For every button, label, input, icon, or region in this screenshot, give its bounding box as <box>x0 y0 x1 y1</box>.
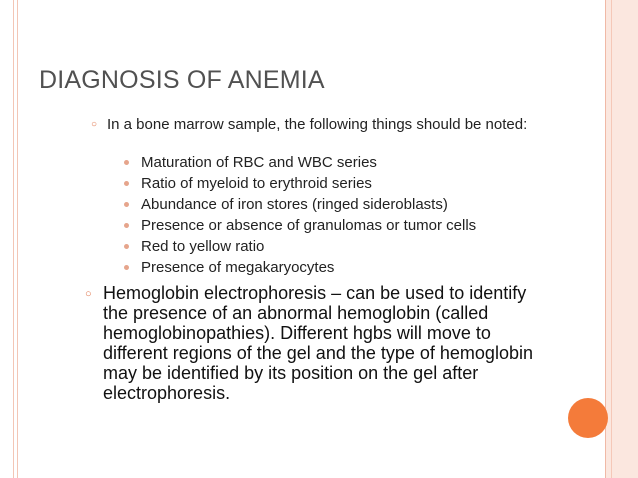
dot-bullet-icon <box>124 181 129 186</box>
subbullet-item <box>141 237 264 256</box>
subbullet-item <box>141 258 334 277</box>
dot-bullet-icon <box>124 223 129 228</box>
hollow-circle-bullet-icon: ○ <box>85 288 92 300</box>
orange-circle-decoration <box>568 398 608 438</box>
subbullet-item <box>141 195 448 214</box>
subbullet-text: Presence of megakaryocytes <box>141 259 335 276</box>
bullet-text: In a bone marrow sample, the following things should be noted: <box>107 116 528 133</box>
subbullet-text: Presence or absence of granulomas or tumor cells <box>141 217 477 234</box>
slide-title: DIAGNOSIS OF ANEMIA <box>39 66 325 94</box>
subbullet-item <box>141 174 372 193</box>
subbullet-item <box>141 216 476 235</box>
subbullet-text: Abundance of iron stores (ringed sideroblasts) <box>141 196 448 213</box>
subbullet-text: Ratio of myeloid to erythroid series <box>141 175 372 192</box>
dot-bullet-icon <box>124 202 129 207</box>
dot-bullet-icon <box>124 160 129 165</box>
subbullet-text: Maturation of RBC and WBC series <box>141 154 377 171</box>
bullet-bone-marrow <box>91 115 537 134</box>
bullet-text: Hemoglobin electrophoresis – can be used to identify the presence of an abnormal hemoglobin (called hemoglobinopathies). Different hgbs will move to different regions of the gel and the type of hemoglobin may be identified by its position on the gel after electrophoresis. <box>103 283 533 403</box>
bullet-hemoglobin-electrophoresis <box>85 283 535 403</box>
dot-bullet-icon <box>124 265 129 270</box>
subbullet-text: Red to yellow ratio <box>141 238 265 255</box>
subbullet-item <box>141 153 377 172</box>
hollow-circle-bullet-icon: ○ <box>91 119 98 130</box>
dot-bullet-icon <box>124 244 129 249</box>
